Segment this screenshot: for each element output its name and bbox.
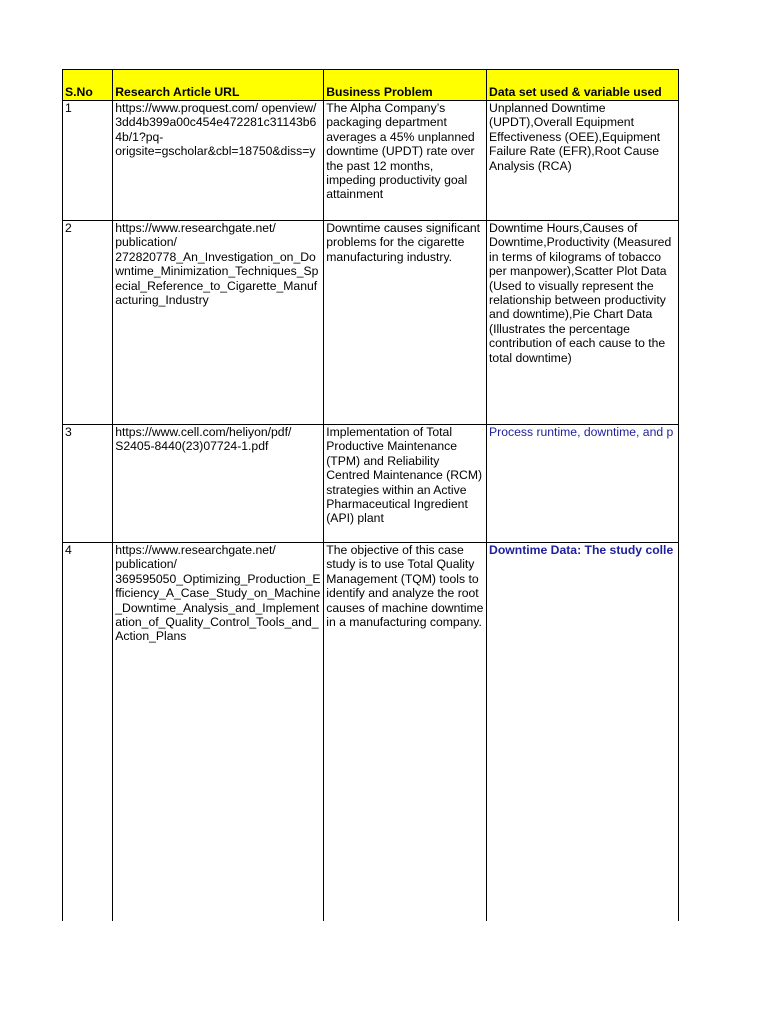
cell-problem[interactable]: Implementation of Total Productive Maintenance (TPM) and Reliability Centred Maintenance (RCM) strategies within an Active Pharmaceutical Ingredient (API) plant [324,425,487,543]
research-table [62,69,679,921]
header-data-set-used[interactable]: Data set used & variable used [487,70,679,101]
cell-sno[interactable]: 2 [63,221,113,425]
table-row [63,425,679,543]
cell-data[interactable]: Unplanned Downtime (UPDT),Overall Equipment Effectiveness (OEE),Equipment Failure Rate (EFR),Root Cause Analysis (RCA) [487,101,679,221]
table-row [63,101,679,221]
cell-sno[interactable]: 4 [63,543,113,922]
table-row [63,543,679,922]
spreadsheet [62,69,679,921]
cell-url[interactable]: https://www.proquest.com/ openview/ 3dd4b399a00c454e472281c31143b64b/1?pq-origsite=gscholar&cbl=18750&diss=y [113,101,324,221]
cell-url[interactable]: https://www.cell.com/heliyon/pdf/ S2405-8440(23)07724-1.pdf [113,425,324,543]
cell-url[interactable]: https://www.researchgate.net/ publication/ 369595050_Optimizing_Production_Efficiency_A_Case_Study_on_Machine_Downtime_Analysis_and_Implementation_of_Quality_Control_Tools_and_Action_Plans [113,543,324,922]
cell-problem[interactable]: The objective of this case study is to use Total Quality Management (TQM) tools to identify and analyze the root causes of machine downtime in a manufacturing company. [324,543,487,922]
header-sno[interactable]: S.No [63,70,113,101]
cell-data[interactable]: Downtime Data: The study colle [487,543,679,922]
cell-problem[interactable]: Downtime causes significant problems for the cigarette manufacturing industry. [324,221,487,425]
cell-sno[interactable]: 3 [63,425,113,543]
cell-data[interactable]: Process runtime, downtime, and p [487,425,679,543]
cell-sno[interactable]: 1 [63,101,113,221]
cell-problem[interactable]: The Alpha Company’s packaging department averages a 45% unplanned downtime (UPDT) rate over the past 12 months, impeding productivity goal attainment [324,101,487,221]
table-row [63,221,679,425]
header-research-article-url[interactable]: Research Article URL [113,70,324,101]
cell-url[interactable]: https://www.researchgate.net/ publication/ 272820778_An_Investigation_on_Downtime_Minimization_Techniques_Special_Reference_to_Cigarette_Manufacturing_Industry [113,221,324,425]
header-row [63,70,679,101]
header-business-problem[interactable]: Business Problem [324,70,487,101]
cell-data[interactable]: Downtime Hours,Causes of Downtime,Productivity (Measured in terms of kilograms of tobacco per manpower),Scatter Plot Data (Used to visually represent the relationship between productivity and downtime),Pie Chart Data (Illustrates the percentage contribution of each cause to the total downtime) [487,221,679,425]
